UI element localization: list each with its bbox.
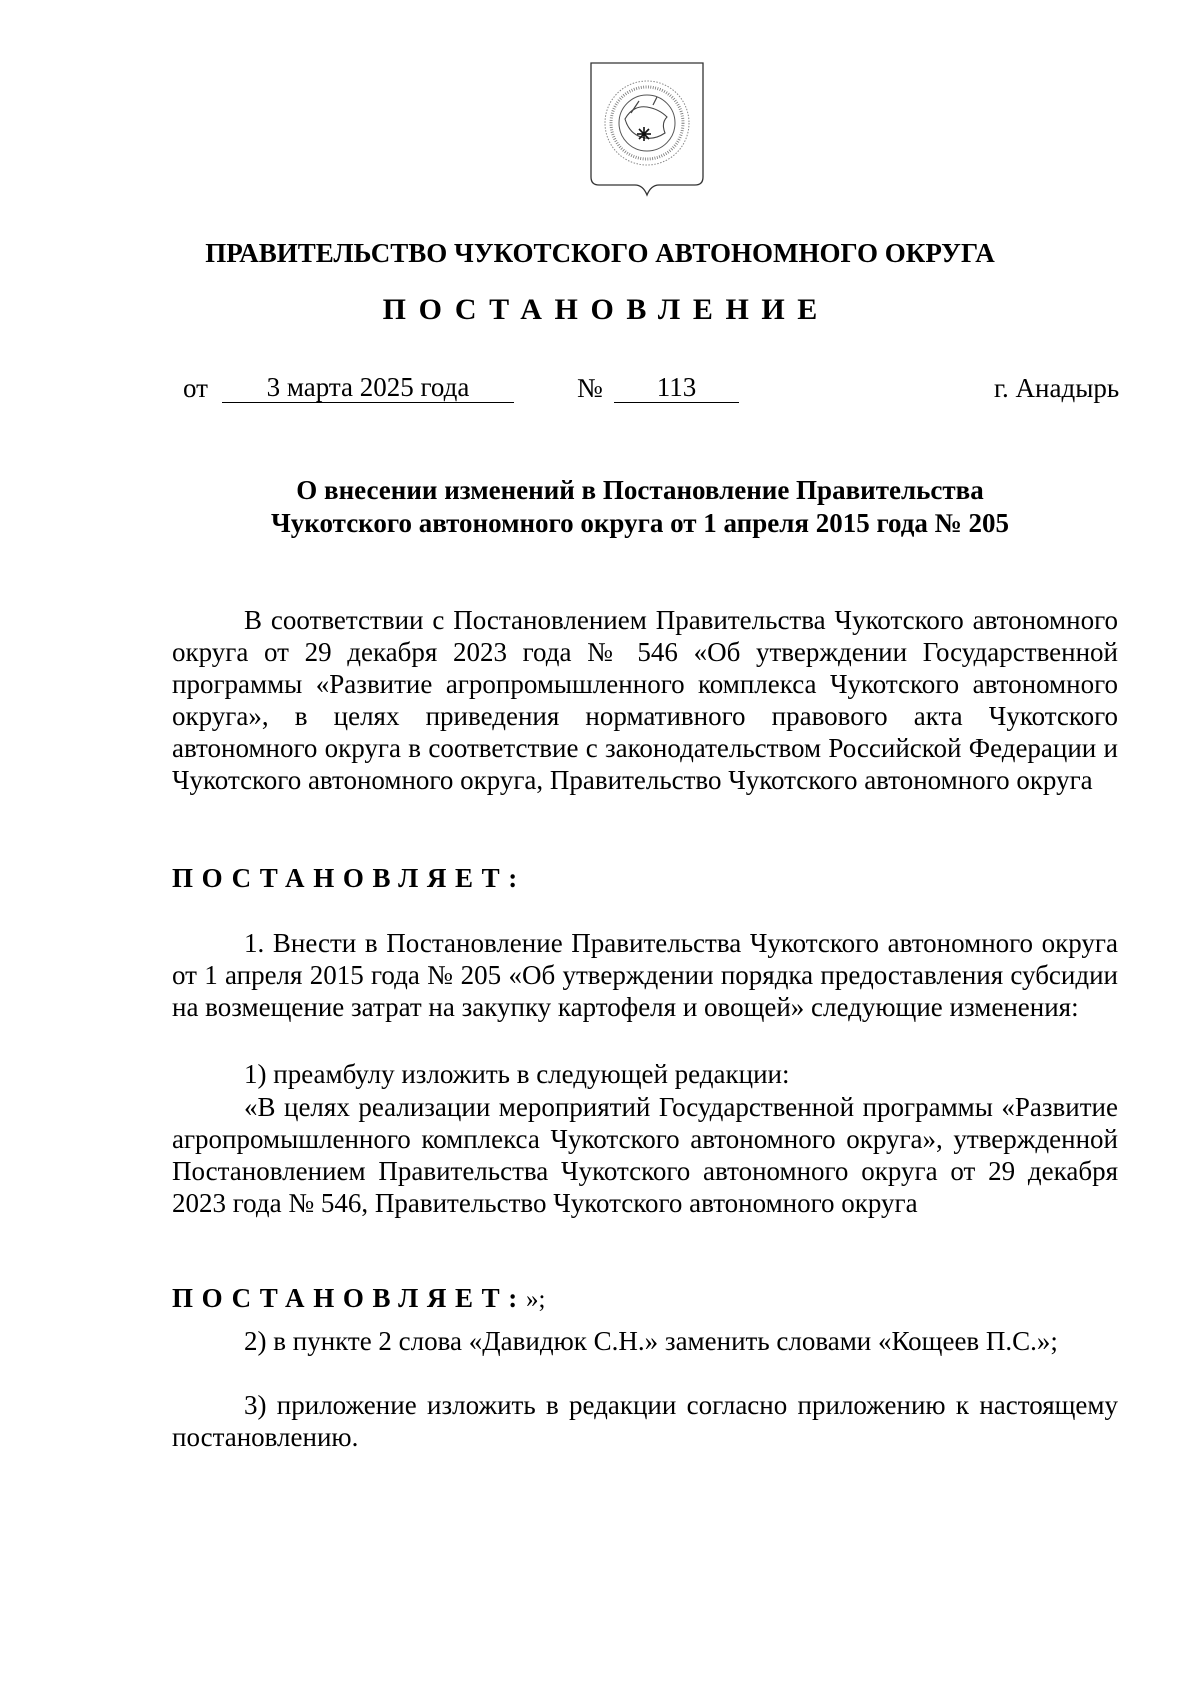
subitem-2-paragraph: 2) в пункте 2 слова «Давидюк С.Н.» заменить словами «Кощеев П.С.»; [244,1326,1058,1356]
quoted-preamble-paragraph: «В целях реализации мероприятий Государственной программы «Развитие агропромышленного комплекса Чукотского автономного округа», утвержденной Постановлением Правительства Чукотского автономного округа от 29 декабря 2023 года № 546, Правительство Чукотского автономного округа [172,1092,1118,1218]
preamble-paragraph: В соответствии с Постановлением Правительства Чукотского автономного округа от 29 декабря 2023 года № 546 «Об утверждении Государственной программы «Развитие агропромышленного комплекса Чукотского автономного округа», в целях приведения нормативного правового акта Чукотского автономного округа в соответствие с законодательством Российской Федерации и Чукотского автономного округа, Правительство Чукотского автономного округа [172,605,1118,795]
document-number: 113 [614,372,739,403]
document-city: г. Анадырь [994,373,1120,403]
quoted-resolves-heading [172,1282,545,1316]
date-prefix: от [183,373,208,403]
quoted-resolves-word: ПОСТАНОВЛЯЕТ: [172,1283,526,1313]
quote-closing-mark: »; [525,1286,546,1313]
number-prefix: № [577,373,603,403]
document-type: ПОСТАНОВЛЕНИЕ [382,293,830,326]
subitem-3-paragraph: 3) приложение изложить в редакции согласно приложению к настоящему постановлению. [172,1390,1118,1452]
organization-name: ПРАВИТЕЛЬСТВО ЧУКОТСКОГО АВТОНОМНОГО ОКРУГА [205,238,995,268]
document-title-line-1: О внесении изменений в Постановление Правительства [296,475,984,505]
document-date: 3 марта 2025 года [222,372,514,403]
coat-of-arms-emblem [587,61,707,209]
subitem-1-paragraph: 1) преамбулу изложить в следующей редакции: [244,1059,790,1089]
document-title-line-2: Чукотского автономного округа от 1 апреля 2015 года № 205 [270,508,1010,538]
resolves-heading: ПОСТАНОВЛЯЕТ: [172,863,526,893]
document-title [160,474,1120,540]
item-1-paragraph: 1. Внести в Постановление Правительства Чукотского автономного округа от 1 апреля 2015 года № 205 «Об утверждении порядка предоставления субсидии на возмещение затрат на закупку картофеля и овощей» следующие изменения: [172,928,1118,1022]
